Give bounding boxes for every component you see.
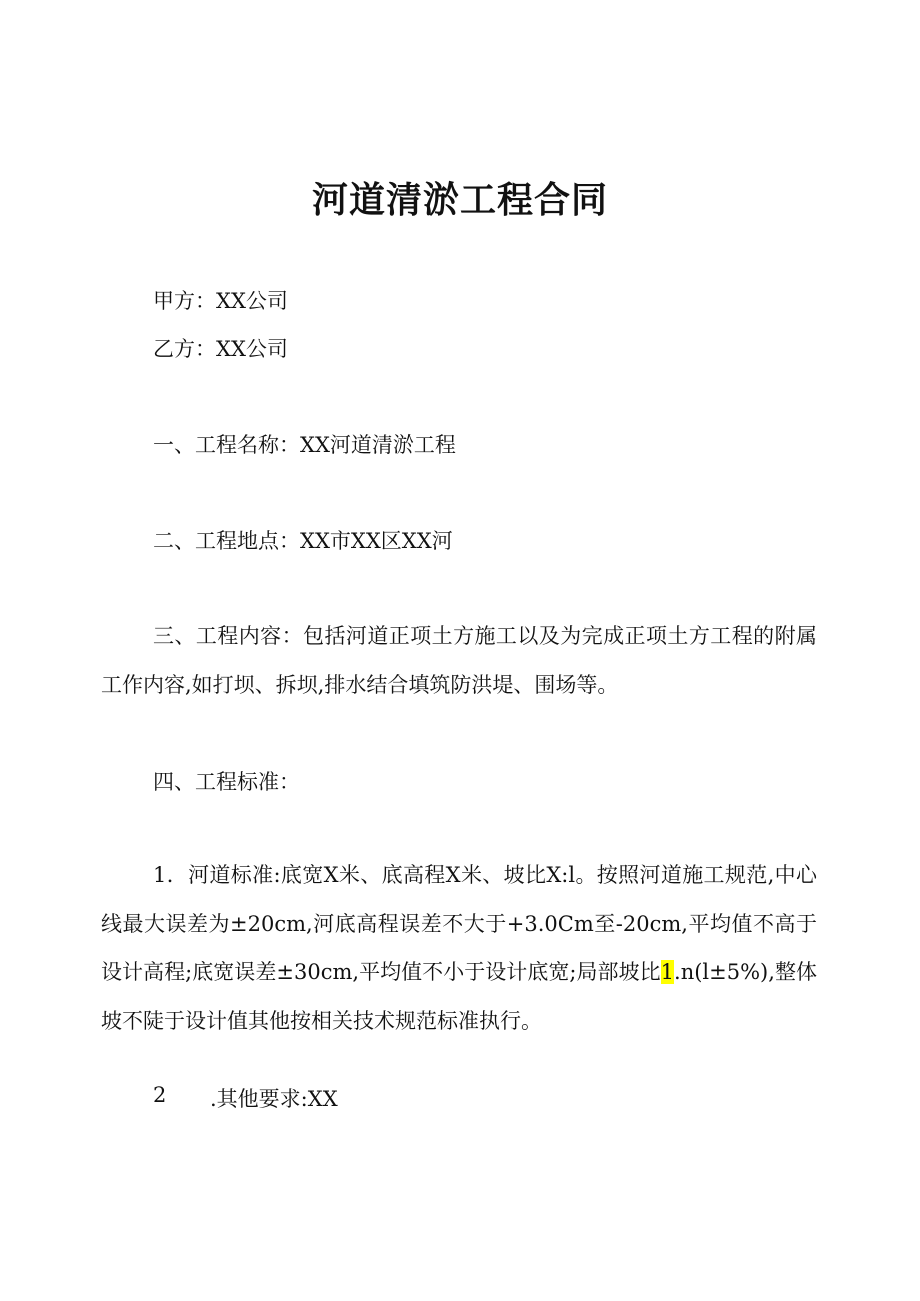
standard-item-1	[101, 851, 817, 1045]
highlighted-text: 1	[660, 960, 675, 984]
standard-item-1-text-b: .n(l±5%),整体坡不陡于设计值其他按相关技术规范标准执行。	[101, 960, 817, 1033]
section-project-content: 三、工程内容：包括河道正项土方施工以及为完成正项土方工程的附属工作内容,如打坝、拆坝,排水结合填筑防洪堤、围场等。	[101, 624, 817, 697]
section-project-standard: 四、工程标准：	[153, 770, 300, 794]
standard-item-1-text-a: 1．河道标准:底宽X米、底高程X米、坡比X:l。按照河道施工规范,中心线最大误差为±20cm,河底高程误差不大于+3.0Cm至-20cm,平均值不高于设计高程;底宽误差±30cm,平均值不小于设计底宽;局部坡比	[101, 863, 817, 984]
section-project-location: 二、工程地点：XX市XX区XX河	[153, 529, 453, 553]
document-title: 河道清淤工程合同	[311, 180, 608, 221]
section-project-name: 一、工程名称：XX河道清淤工程	[153, 433, 456, 457]
party-b: 乙方：XX公司	[153, 337, 288, 361]
standard-item-2-number: 2	[153, 1083, 167, 1107]
party-a: 甲方：XX公司	[153, 289, 288, 313]
standard-item-2-text: .其他要求:XX	[210, 1087, 338, 1111]
